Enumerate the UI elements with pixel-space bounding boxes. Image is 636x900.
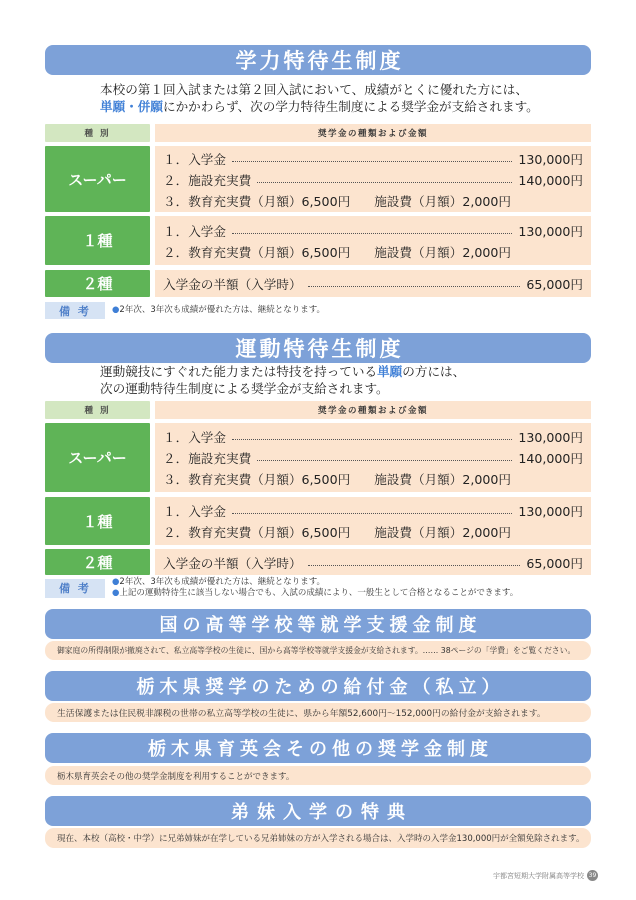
dotted-leader <box>232 439 512 440</box>
notes-list <box>112 577 518 599</box>
item-amount: 130,000円 <box>518 504 583 519</box>
scholarship-society-title-bar: 栃木県育英会その他の奨学金制度 <box>45 733 591 763</box>
item-line <box>163 190 583 211</box>
header-details-cell: 奨学金の種類および金額 <box>155 401 591 419</box>
item-label: １．入学金 <box>163 223 226 239</box>
athletic-table-header <box>45 401 591 419</box>
athletic-intro-line1 <box>100 364 465 381</box>
notes-label: 備 考 <box>45 302 105 319</box>
category-label: ２種 <box>45 549 150 575</box>
item-label: ２．教育充実費（月額）6,500円 <box>163 525 351 540</box>
item-amount: 140,000円 <box>518 451 583 466</box>
item-label: １．入学金 <box>163 504 226 519</box>
item-extra: 施設費（月額）2,000円 <box>374 193 511 209</box>
academic-intro-line2 <box>100 99 539 116</box>
academic-row-type1 <box>45 216 591 265</box>
category-label: ２種 <box>45 270 150 297</box>
item-line <box>163 552 583 573</box>
note-text: 2年次、3年次も成績が優れた方は、継続となります。 <box>119 305 326 315</box>
athletic-intro-line2: 次の運動特待生制度による奨学金が支給されます。 <box>100 380 389 396</box>
academic-intro-line1: 本校の第１回入試または第２回入試において、成績がとくに優れた方には、 <box>100 82 528 97</box>
details-cell <box>155 216 591 265</box>
athletic-title-bar: 運動特待生制度 <box>45 333 591 363</box>
category-label: スーパー <box>45 423 150 492</box>
dotted-leader <box>232 161 512 162</box>
item-line <box>163 426 583 447</box>
dotted-leader <box>308 565 521 566</box>
athletic-intro-line1-after: の方には、 <box>402 364 466 379</box>
notes-list <box>112 305 325 316</box>
details-cell <box>155 497 591 545</box>
dotted-leader <box>232 233 512 234</box>
item-label: ２．施設充実費 <box>163 172 252 188</box>
item-amount: 130,000円 <box>518 223 583 239</box>
academic-row-type2 <box>45 270 591 297</box>
page-number: 39 <box>588 872 597 879</box>
item-amount: 65,000円 <box>526 277 583 292</box>
details-cell <box>155 270 591 297</box>
category-label: スーパー <box>45 146 150 212</box>
sibling-benefit-text: 現在、本校（高校・中学）に兄弟姉妹が在学している兄弟姉妹の方が入学される場合は、入学時の入学金130,000円が全額免除されます。 <box>45 828 591 848</box>
item-line <box>163 468 583 489</box>
item-label: １．入学金 <box>163 430 226 445</box>
athletic-row-type2 <box>45 549 591 575</box>
notes-label: 備 考 <box>45 579 105 598</box>
item-amount: 140,000円 <box>518 172 583 188</box>
academic-notes <box>45 302 591 319</box>
details-cell <box>155 423 591 492</box>
item-amount: 130,000円 <box>518 151 583 167</box>
note-item <box>112 577 518 588</box>
academic-intro <box>100 82 539 115</box>
item-line <box>163 273 583 294</box>
item-line <box>163 148 583 169</box>
item-amount: 65,000円 <box>526 555 583 571</box>
category-label: １種 <box>45 216 150 265</box>
item-label: ２．施設充実費 <box>163 451 252 466</box>
item-label: ３．教育充実費（月額）6,500円 <box>163 193 351 209</box>
note-item <box>112 588 518 599</box>
prefecture-benefit-title-bar: 栃木県奨学のための給付金（私立） <box>45 671 591 701</box>
item-label: １．入学金 <box>163 151 226 167</box>
category-label: １種 <box>45 497 150 545</box>
scholarship-society-text: 栃木県育英会その他の奨学金制度を利用することができます。 <box>45 766 591 785</box>
academic-row-super <box>45 146 591 212</box>
dotted-leader <box>232 513 512 514</box>
bullet-icon: ● <box>112 577 120 587</box>
national-support-text: 御家庭の所得制限が撤廃されて、私立高等学校の生徒に、国から高等学校等就学支援金が支給されます。…… 38ページの「学費」をご覧ください。 <box>45 641 591 660</box>
academic-table-header <box>45 124 591 142</box>
item-line <box>163 220 583 241</box>
application-type-highlight: 単願 <box>377 364 403 379</box>
academic-title-bar: 学力特待生制度 <box>45 45 591 75</box>
item-line <box>163 447 583 468</box>
application-type-highlight: 単願・併願 <box>100 98 163 114</box>
item-amount: 130,000円 <box>518 430 583 445</box>
athletic-notes <box>45 577 591 599</box>
athletic-row-super <box>45 423 591 492</box>
item-line <box>163 500 583 521</box>
athletic-intro-line1-before: 運動競技にすぐれた能力または特技を持っている <box>100 364 378 379</box>
item-line <box>163 241 583 262</box>
school-name: 宇都宮短期大学附属高等学校 <box>493 871 584 880</box>
note-text: 上記の運動特待生に該当しない場合でも、入試の成績により、一般生として合格となることができます。 <box>119 588 519 598</box>
item-line <box>163 169 583 190</box>
page-footer <box>493 870 598 881</box>
note-item <box>112 305 325 316</box>
academic-intro-line2-rest: にかかわらず、次の学力特待生制度による奨学金が支給されます。 <box>162 98 539 114</box>
bullet-icon: ● <box>112 588 120 598</box>
header-category-cell: 種 別 <box>45 401 150 419</box>
dotted-leader <box>308 286 521 287</box>
item-extra: 施設費（月額）2,000円 <box>374 472 511 487</box>
item-line <box>163 521 583 542</box>
national-support-title-bar: 国の高等学校等就学支援金制度 <box>45 609 591 639</box>
item-extra: 施設費（月額）2,000円 <box>374 244 511 260</box>
details-cell <box>155 549 591 575</box>
note-text: 2年次、3年次も成績が優れた方は、継続となります。 <box>119 577 326 587</box>
athletic-intro <box>100 364 465 397</box>
header-category-cell: 種 別 <box>45 124 150 142</box>
dotted-leader <box>257 182 512 183</box>
item-label: ２．教育充実費（月額）6,500円 <box>163 244 351 260</box>
item-label: 入学金の半額（入学時） <box>163 277 302 292</box>
dotted-leader <box>257 460 512 461</box>
item-extra: 施設費（月額）2,000円 <box>374 525 511 540</box>
item-label: ３．教育充実費（月額）6,500円 <box>163 472 351 487</box>
item-label: 入学金の半額（入学時） <box>163 555 302 571</box>
bullet-icon: ● <box>112 305 120 315</box>
header-details-cell: 奨学金の種類および金額 <box>155 124 591 142</box>
sibling-benefit-title-bar: 弟妹入学の特典 <box>45 796 591 826</box>
athletic-row-type1 <box>45 497 591 545</box>
prefecture-benefit-text: 生活保護または住民税非課税の世帯の私立高等学校の生徒に、県から年額52,600円～152,000円の給付金が支給されます。 <box>45 703 591 722</box>
details-cell <box>155 146 591 212</box>
